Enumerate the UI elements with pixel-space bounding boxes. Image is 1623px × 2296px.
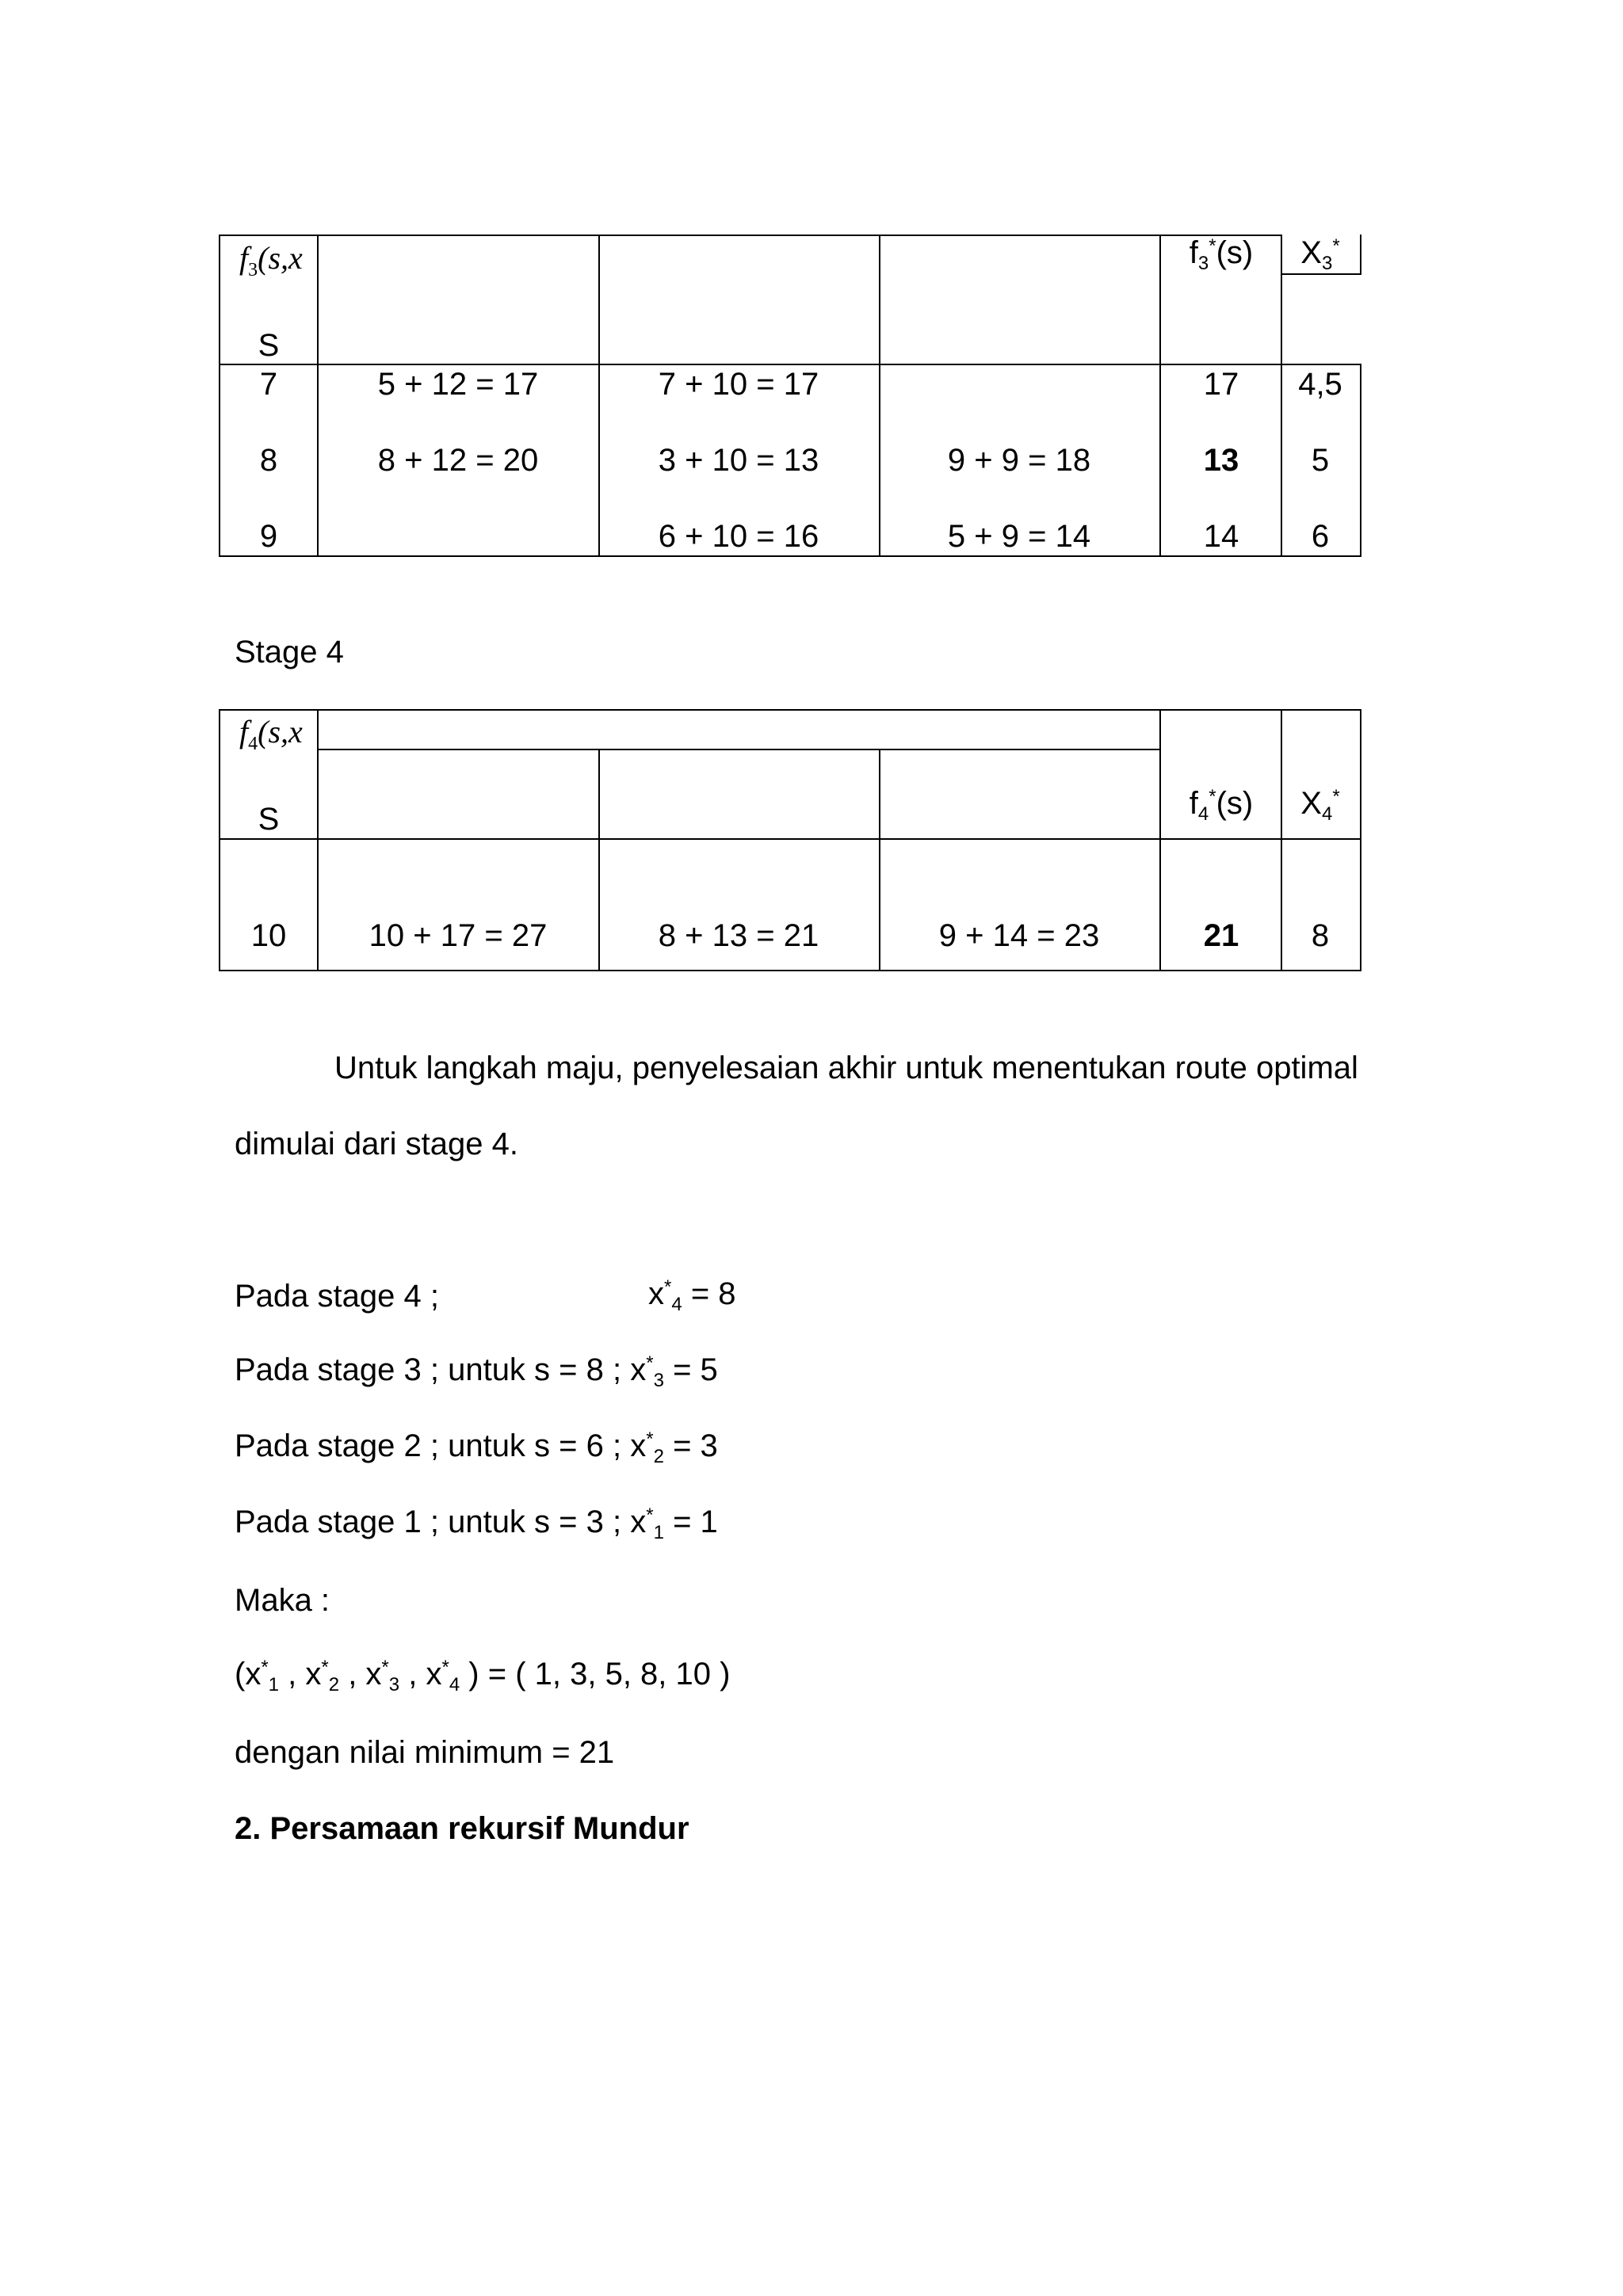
maka-label: Maka : <box>235 1583 330 1618</box>
optimal-route-tuple: ($x^*_1$ , $x^*_2$ , $x^*_3$ , $x^*_4$ ) = ( 1, 3, 5, 8, 10 ) <box>235 1657 731 1695</box>
s-column-header: S <box>258 328 280 363</box>
cell-value: 7 + 10 = 17 <box>658 367 819 402</box>
table-border <box>1159 709 1161 971</box>
table-border <box>317 235 319 557</box>
minimum-value-text: dengan nilai minimum = 21 <box>235 1735 615 1770</box>
fstar-column-header: $f_4^*(s)$ <box>1189 786 1254 825</box>
xstar-column-header: $X_4^*$ <box>1300 786 1340 825</box>
cell-fstar: 14 <box>1203 519 1239 554</box>
s-column-header: S <box>258 802 280 837</box>
cell-s: 8 <box>259 443 278 478</box>
table-border <box>1159 235 1161 557</box>
table-border <box>219 235 1282 236</box>
step-stage-3: Pada stage 3 ; untuk s = 8 ; $x^*_3 = 5$ <box>235 1352 718 1391</box>
table-border <box>1281 235 1282 557</box>
table-border <box>219 555 1361 557</box>
section-heading: 2. Persamaan rekursif Mundur <box>235 1811 689 1846</box>
paragraph-line: Untuk langkah maju, penyelesaian akhir untuk menentukan route optimal <box>334 1051 1358 1085</box>
cell-s: 9 <box>259 519 278 554</box>
cell-xstar: 6 <box>1311 519 1330 554</box>
cell-fstar-optimal: 21 <box>1203 918 1239 953</box>
corner-function-label: $f_3(s,x$ <box>239 240 303 279</box>
cell-value: 6 + 10 = 16 <box>658 519 819 554</box>
cell-value: 5 + 12 = 17 <box>377 367 539 402</box>
cell-value: 8 + 12 = 20 <box>377 443 539 478</box>
step-stage-1: Pada stage 1 ; untuk s = 3 ; $x^*_1 = 1$ <box>235 1505 718 1543</box>
step-stage-2: Pada stage 2 ; untuk s = 6 ; $x^*_2 = 3$ <box>235 1428 718 1467</box>
table-border <box>879 235 880 557</box>
fstar-column-header: $f_3^*(s)$ <box>1189 235 1254 274</box>
table-border <box>219 838 1361 840</box>
step-stage-4-value: $x^*_4 = 8$ <box>648 1276 736 1315</box>
table-border <box>219 235 220 557</box>
cell-fstar-optimal: 13 <box>1203 443 1239 478</box>
cell-value: 9 + 9 = 18 <box>947 443 1091 478</box>
cell-xstar: 5 <box>1311 443 1330 478</box>
table-border <box>219 709 1361 711</box>
table-border <box>219 709 220 971</box>
table-border <box>1360 235 1361 274</box>
cell-value: 8 + 13 = 21 <box>658 918 819 953</box>
cell-xstar: 4,5 <box>1298 367 1342 402</box>
corner-function-label: $f_4(s,x$ <box>239 714 303 753</box>
table-border <box>1360 709 1361 971</box>
table-border <box>1281 709 1282 971</box>
table-border <box>598 235 600 557</box>
stage-4-heading: Stage 4 <box>235 635 344 669</box>
table-border <box>879 749 880 971</box>
cell-s: 10 <box>250 918 287 953</box>
cell-xstar: 8 <box>1311 918 1330 953</box>
cell-fstar: 17 <box>1203 367 1239 402</box>
cell-value: 3 + 10 = 13 <box>658 443 819 478</box>
table-border <box>598 749 600 971</box>
step-stage-4-label: Pada stage 4 ; <box>235 1279 439 1314</box>
cell-value: 10 + 17 = 27 <box>369 918 548 953</box>
table-border <box>1360 364 1361 557</box>
cell-s: 7 <box>259 367 278 402</box>
xstar-column-header: $X_3^*$ <box>1300 235 1340 274</box>
table-border <box>219 364 1361 365</box>
table-border <box>317 749 1161 750</box>
table-border <box>219 970 1361 971</box>
cell-value: 9 + 14 = 23 <box>938 918 1100 953</box>
paragraph-line: dimulai dari stage 4. <box>235 1127 518 1161</box>
table-border <box>317 709 319 971</box>
cell-value: 5 + 9 = 14 <box>947 519 1091 554</box>
